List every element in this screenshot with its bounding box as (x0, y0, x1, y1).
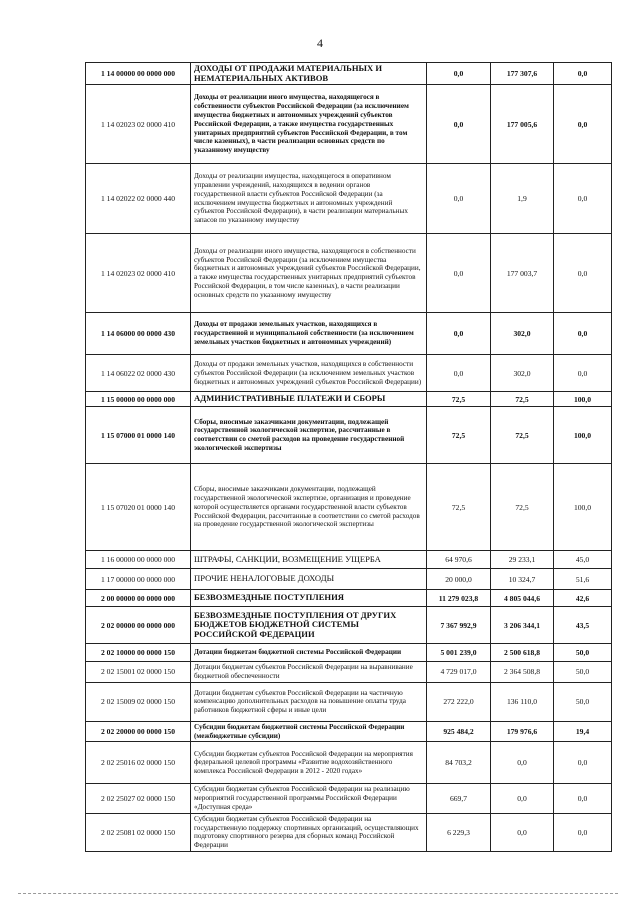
table-row (86, 590, 612, 607)
row-percent-value: 100,0 (554, 392, 612, 407)
row-name: Сборы, вносимые заказчиками документации, подлежащей государственной экологической экспертизе, организация и проведение которой осуществляется органами государственной власти субъектов Российской Федерации, рассчитанные в соответствии со сметой расходов на проведение государственной экологической экспертизы (191, 464, 427, 551)
table-row (86, 569, 612, 590)
row-percent-value: 0,0 (554, 813, 612, 851)
row-name: Доходы от продажи земельных участков, находящихся в собственности субъектов Российской Федерации (за исключением земельных участков бюджетных и автономных учреждений субъектов Российской Федерации) (191, 355, 427, 392)
table-row (86, 742, 612, 784)
row-plan-value: 6 229,3 (427, 813, 491, 851)
row-plan-value: 11 279 023,8 (427, 590, 491, 607)
row-plan-value: 0,0 (427, 164, 491, 234)
row-code: 1 14 02023 02 0000 410 (86, 234, 191, 313)
row-percent-value: 0,0 (554, 313, 612, 355)
row-name: ПРОЧИЕ НЕНАЛОГОВЫЕ ДОХОДЫ (191, 569, 427, 590)
row-plan-value: 669,7 (427, 784, 491, 813)
row-percent-value: 100,0 (554, 464, 612, 551)
table-row (86, 85, 612, 164)
table-row (86, 407, 612, 464)
row-percent-value: 45,0 (554, 551, 612, 569)
row-fact-value: 0,0 (491, 742, 554, 784)
row-code: 2 02 25081 02 0000 150 (86, 813, 191, 851)
row-name: Субсидии бюджетам субъектов Российской Федерации на государственную поддержку спортивных организаций, осуществляющих подготовку спортивного резерва для сборных команд Российской Федерации (191, 813, 427, 851)
bottom-rule (18, 893, 618, 894)
row-plan-value: 4 729 017,0 (427, 662, 491, 683)
row-plan-value: 5 001 239,0 (427, 644, 491, 662)
table-row (86, 662, 612, 683)
row-percent-value: 0,0 (554, 164, 612, 234)
row-fact-value: 2 364 508,8 (491, 662, 554, 683)
row-code: 1 17 00000 00 0000 000 (86, 569, 191, 590)
row-name: ШТРАФЫ, САНКЦИИ, ВОЗМЕЩЕНИЕ УЩЕРБА (191, 551, 427, 569)
table-row (86, 63, 612, 85)
row-name: Субсидии бюджетам субъектов Российской Федерации на мероприятия федеральной целевой программы «Развитие водохозяйственного комплекса Российской Федерации в 2012 - 2020 годах» (191, 742, 427, 784)
row-code: 2 02 00000 00 0000 000 (86, 607, 191, 644)
row-plan-value: 0,0 (427, 63, 491, 85)
row-fact-value: 72,5 (491, 464, 554, 551)
row-plan-value: 0,0 (427, 313, 491, 355)
row-name: Доходы от реализации иного имущества, находящегося в собственности субъектов Российской Федерации (за исключением имущества бюджетных и автономных учреждений субъектов Российской Федерации, а также имущества государственных унитарных предприятий субъектов Российской Федерации, в том числе казенных), в части реализации основных средств по указанному имуществу (191, 234, 427, 313)
row-percent-value: 0,0 (554, 85, 612, 164)
row-percent-value: 100,0 (554, 407, 612, 464)
table-row (86, 464, 612, 551)
row-percent-value: 0,0 (554, 355, 612, 392)
row-plan-value: 72,5 (427, 392, 491, 407)
row-name: Субсидии бюджетам субъектов Российской Федерации на реализацию мероприятий государственной программы Российской Федерации «Доступная среда» (191, 784, 427, 813)
table-row (86, 607, 612, 644)
row-fact-value: 179 976,6 (491, 721, 554, 742)
row-fact-value: 10 324,7 (491, 569, 554, 590)
table-row (86, 313, 612, 355)
row-fact-value: 4 805 044,6 (491, 590, 554, 607)
row-fact-value: 177 005,6 (491, 85, 554, 164)
table-row (86, 721, 612, 742)
row-plan-value: 84 703,2 (427, 742, 491, 784)
table-row (86, 164, 612, 234)
row-fact-value: 29 233,1 (491, 551, 554, 569)
row-name: БЕЗВОЗМЕЗДНЫЕ ПОСТУПЛЕНИЯ ОТ ДРУГИХ БЮДЖЕТОВ БЮДЖЕТНОЙ СИСТЕМЫ РОССИЙСКОЙ ФЕДЕРАЦИИ (191, 607, 427, 644)
row-name: Доходы от продажи земельных участков, находящихся в государственной и муниципальной собственности (за исключением земельных участков бюджетных и автономных учреждений) (191, 313, 427, 355)
row-plan-value: 0,0 (427, 355, 491, 392)
row-percent-value: 0,0 (554, 234, 612, 313)
row-code: 2 02 20000 00 0000 150 (86, 721, 191, 742)
table-row (86, 682, 612, 721)
revenue-table (85, 62, 612, 852)
row-code: 1 14 02022 02 0000 440 (86, 164, 191, 234)
page-number: 4 (317, 36, 323, 50)
row-fact-value: 2 500 618,8 (491, 644, 554, 662)
table-row (86, 813, 612, 851)
row-code: 1 14 02023 02 0000 410 (86, 85, 191, 164)
row-name: БЕЗВОЗМЕЗДНЫЕ ПОСТУПЛЕНИЯ (191, 590, 427, 607)
row-percent-value: 0,0 (554, 742, 612, 784)
row-name: Доходы от реализации иного имущества, находящегося в собственности субъектов Российской Федерации (за исключением имущества бюджетных и автономных учреждений субъектов Российской Федерации, а также имущества государственных унитарных предприятий субъектов Российской Федерации, в том числе казенных), в части реализации основных средств по указанному имуществу (191, 85, 427, 164)
row-percent-value: 43,5 (554, 607, 612, 644)
row-name: Дотации бюджетам субъектов Российской Федерации на выравнивание бюджетной обеспеченности (191, 662, 427, 683)
row-fact-value: 136 110,0 (491, 682, 554, 721)
row-percent-value: 19,4 (554, 721, 612, 742)
row-fact-value: 0,0 (491, 813, 554, 851)
row-code: 2 02 25016 02 0000 150 (86, 742, 191, 784)
row-name: Дотации бюджетам субъектов Российской Федерации на частичную компенсацию дополнительных расходов на повышение оплаты труда работников бюджетной сферы и иные цели (191, 682, 427, 721)
row-fact-value: 72,5 (491, 392, 554, 407)
row-code: 2 02 25027 02 0000 150 (86, 784, 191, 813)
row-percent-value: 42,6 (554, 590, 612, 607)
row-code: 2 00 00000 00 0000 000 (86, 590, 191, 607)
row-fact-value: 1,9 (491, 164, 554, 234)
row-name: ДОХОДЫ ОТ ПРОДАЖИ МАТЕРИАЛЬНЫХ И НЕМАТЕРИАЛЬНЫХ АКТИВОВ (191, 63, 427, 85)
row-plan-value: 925 484,2 (427, 721, 491, 742)
row-code: 2 02 10000 00 0000 150 (86, 644, 191, 662)
row-percent-value: 50,0 (554, 662, 612, 683)
row-percent-value: 50,0 (554, 682, 612, 721)
row-code: 2 02 15009 02 0000 150 (86, 682, 191, 721)
table-row (86, 234, 612, 313)
row-percent-value: 0,0 (554, 784, 612, 813)
row-percent-value: 0,0 (554, 63, 612, 85)
row-code: 2 02 15001 02 0000 150 (86, 662, 191, 683)
table-row (86, 355, 612, 392)
row-name: Субсидии бюджетам бюджетной системы Российской Федерации (межбюджетные субсидии) (191, 721, 427, 742)
row-name: Доходы от реализации имущества, находящегося в оперативном управлении учреждений, находящихся в ведении органов государственной власти субъектов Российской Федерации (за исключением имущества бюджетных и автономных учреждений субъектов Российской Федерации), в части реализации материальных запасов по указанному имуществу (191, 164, 427, 234)
table-row (86, 551, 612, 569)
row-plan-value: 72,5 (427, 464, 491, 551)
row-code: 1 15 07000 01 0000 140 (86, 407, 191, 464)
row-name: Сборы, вносимые заказчиками документации, подлежащей государственной экологической экспертизе, рассчитанные в соответствии со сметой расходов на проведение государственной экологической экспертизы (191, 407, 427, 464)
row-fact-value: 0,0 (491, 784, 554, 813)
row-plan-value: 7 367 992,9 (427, 607, 491, 644)
row-code: 1 14 00000 00 0000 000 (86, 63, 191, 85)
table-row (86, 784, 612, 813)
row-plan-value: 72,5 (427, 407, 491, 464)
row-fact-value: 72,5 (491, 407, 554, 464)
row-plan-value: 64 970,6 (427, 551, 491, 569)
row-code: 1 14 06022 02 0000 430 (86, 355, 191, 392)
row-code: 1 15 00000 00 0000 000 (86, 392, 191, 407)
row-code: 1 15 07020 01 0000 140 (86, 464, 191, 551)
row-name: АДМИНИСТРАТИВНЫЕ ПЛАТЕЖИ И СБОРЫ (191, 392, 427, 407)
row-name: Дотации бюджетам бюджетной системы Российской Федерации (191, 644, 427, 662)
row-plan-value: 272 222,0 (427, 682, 491, 721)
row-plan-value: 0,0 (427, 85, 491, 164)
row-code: 1 16 00000 00 0000 000 (86, 551, 191, 569)
row-fact-value: 3 206 344,1 (491, 607, 554, 644)
row-code: 1 14 06000 00 0000 430 (86, 313, 191, 355)
row-fact-value: 177 003,7 (491, 234, 554, 313)
row-fact-value: 177 307,6 (491, 63, 554, 85)
row-plan-value: 0,0 (427, 234, 491, 313)
row-percent-value: 51,6 (554, 569, 612, 590)
row-fact-value: 302,0 (491, 313, 554, 355)
table-row (86, 392, 612, 407)
row-fact-value: 302,0 (491, 355, 554, 392)
table-row (86, 644, 612, 662)
row-plan-value: 20 000,0 (427, 569, 491, 590)
row-percent-value: 50,0 (554, 644, 612, 662)
